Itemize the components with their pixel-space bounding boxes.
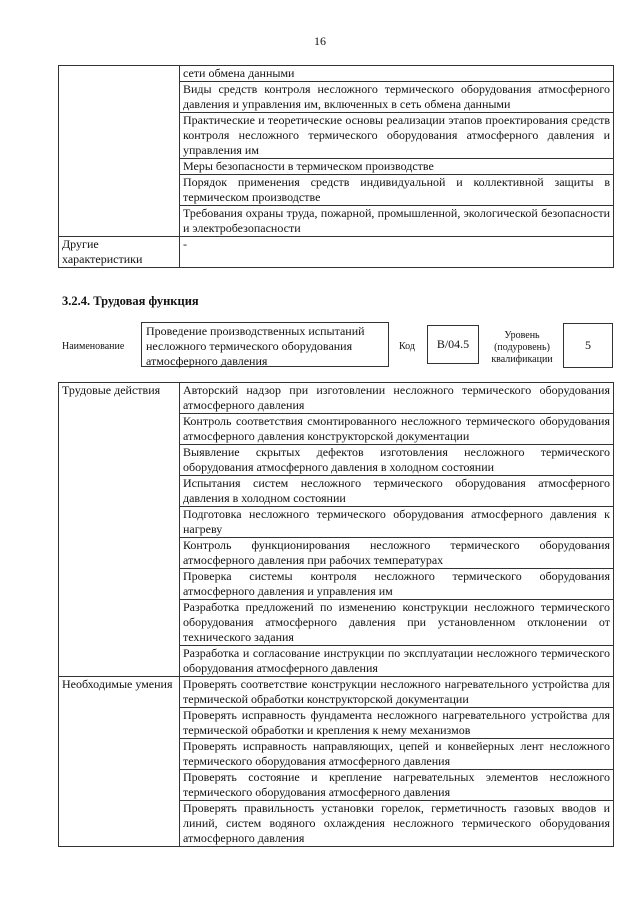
labor-action-item: Контроль соответствия смонтированного несложного термического оборудования атмосферного давления конструкторской документации — [180, 414, 614, 445]
labor-action-item: Испытания систем несложного термического оборудования атмосферного давления в холодном состоянии — [180, 476, 614, 507]
knowledge-item: Порядок применения средств индивидуальной и коллективной защиты в термическом производстве — [180, 175, 614, 206]
skill-item: Проверять соответствие конструкции несложного нагревательного устройства для термической обработки конструкторской документации — [180, 677, 614, 708]
knowledge-table — [58, 65, 614, 268]
function-name-box: Проведение производственных испытаний несложного термического оборудования атмосферного давления — [141, 322, 389, 367]
labor-actions-label: Трудовые действия — [59, 383, 180, 677]
row-label-cell — [59, 66, 180, 237]
knowledge-item: Требования охраны труда, пожарной, промышленной, экологической безопасности и электробезопасности — [180, 206, 614, 237]
page-number: 16 — [314, 34, 326, 48]
other-characteristics-value: - — [180, 237, 614, 268]
work-function-table — [58, 382, 614, 847]
labor-action-item: Проверка системы контроля несложного термического оборудования атмосферного давления и управления им — [180, 569, 614, 600]
knowledge-item: Виды средств контроля несложного термического оборудования атмосферного давления и управления им, включенных в сеть обмена данными — [180, 82, 614, 113]
code-box: В/04.5 — [427, 325, 479, 364]
labor-action-item: Разработка предложений по изменению конструкции несложного термического оборудования атмосферного давления при установленном отклонении от технического задания — [180, 600, 614, 646]
knowledge-item: сети обмена данными — [180, 66, 614, 82]
skill-item: Проверять исправность фундамента несложного нагревательного устройства для термической обработки и крепления к нему механизмов — [180, 708, 614, 739]
knowledge-item: Практические и теоретические основы реализации этапов проектирования средств контроля несложного термического оборудования атмосферного давления и управления им — [180, 113, 614, 159]
table-row — [59, 677, 614, 708]
knowledge-item: Меры безопасности в термическом производстве — [180, 159, 614, 175]
labor-action-item: Авторский надзор при изготовлении несложного термического оборудования атмосферного давления — [180, 383, 614, 414]
table-row — [59, 383, 614, 414]
table-row — [59, 66, 614, 82]
qualification-level-label: Уровень (подуровень) квалификации — [491, 330, 553, 365]
table-row — [59, 237, 614, 268]
skill-item: Проверять правильность установки горелок, герметичность газовых вводов и линий, систем водяного охлаждения несложного термического оборудования атмосферного давления — [180, 801, 614, 847]
labor-action-item: Контроль функционирования несложного термического оборудования атмосферного давления при рабочих температурах — [180, 538, 614, 569]
skill-item: Проверять состояние и крепление нагревательных элементов несложного термического оборудования атмосферного давления — [180, 770, 614, 801]
skill-item: Проверять исправность направляющих, цепей и конвейерных лент несложного термического оборудования атмосферного давления — [180, 739, 614, 770]
other-characteristics-label: Другие характеристики — [59, 237, 180, 268]
skills-label: Необходимые умения — [59, 677, 180, 847]
labor-action-item: Выявление скрытых дефектов изготовления несложного термического оборудования атмосферного давления в холодном состоянии — [180, 445, 614, 476]
labor-action-item: Разработка и согласование инструкции по эксплуатации несложного термического оборудования атмосферного давления — [180, 646, 614, 677]
section-heading: 3.2.4. Трудовая функция — [62, 294, 199, 308]
labor-action-item: Подготовка несложного термического оборудования атмосферного давления к нагреву — [180, 507, 614, 538]
name-label: Наименование — [62, 341, 125, 352]
qualification-level-box: 5 — [563, 323, 613, 368]
code-label: Код — [399, 341, 415, 352]
